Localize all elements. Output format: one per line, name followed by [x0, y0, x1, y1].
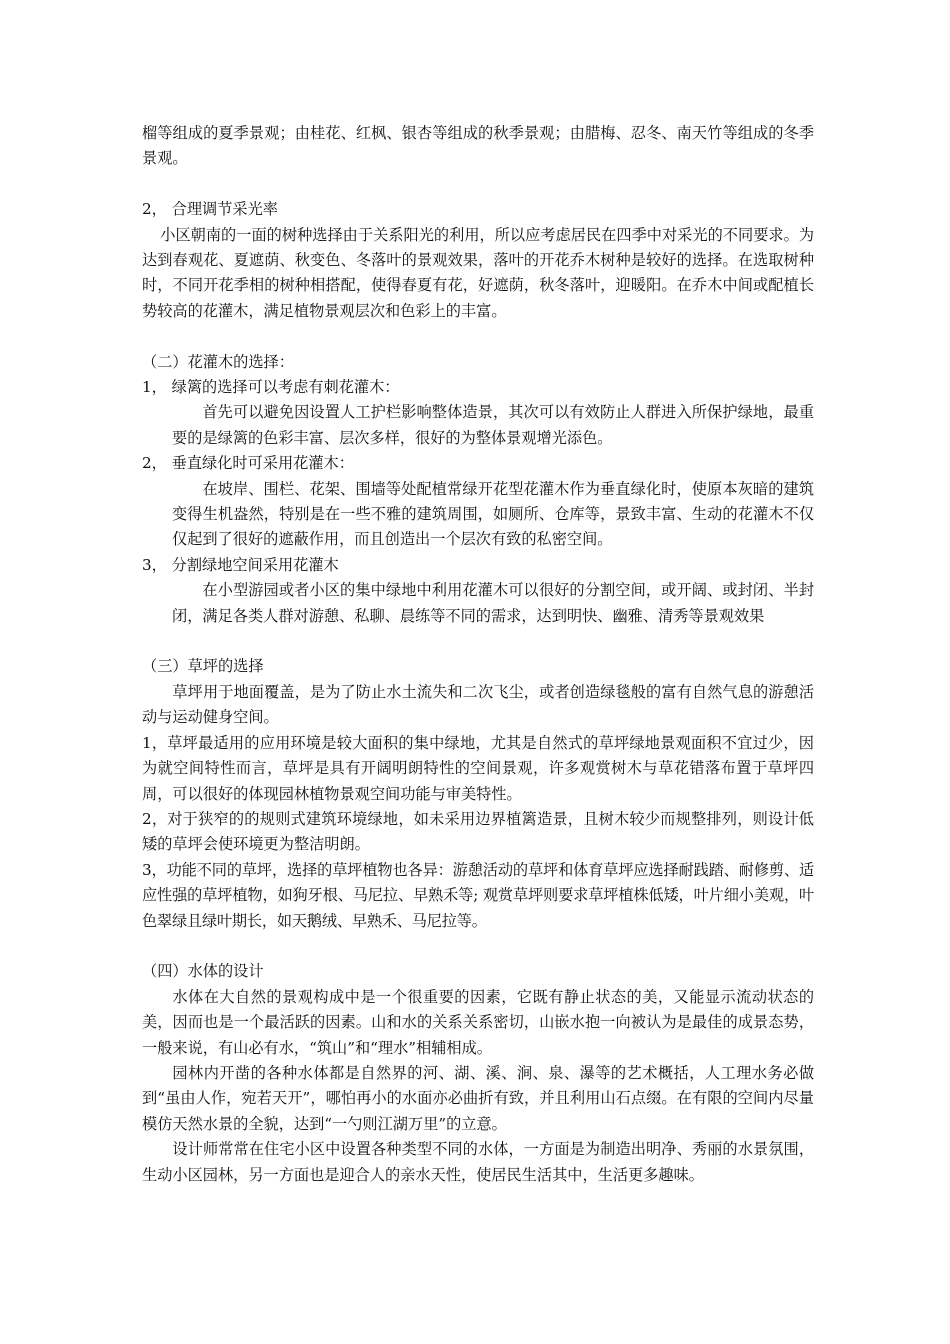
- light-heading: 2， 合理调节采光率: [142, 200, 278, 219]
- water-paragraph-2: 园林内开凿的各种水体都是自然界的河、湖、溪、涧、泉、瀑等的艺术概括，人工理水务必做到“虽由人作，宛若天开”，哪怕再小的水面亦必曲折有致，并且利用山石点缀。在有限的空间内尽量模仿天然水景的全貌，达到“一勺则江湖万里”的立意。: [142, 1063, 814, 1133]
- shrub-section-heading: （二）花灌木的选择：: [142, 352, 294, 371]
- intro-paragraph: 榴等组成的夏季景观；由桂花、红枫、银杏等组成的秋季景观；由腊梅、忍冬、南天竹等组成的冬季景观。: [142, 124, 814, 168]
- document-body: [142, 121, 814, 1188]
- lawn-intro-paragraph: 草坪用于地面覆盖，是为了防止水土流失和二次飞尘，或者创造绿毯般的富有自然气息的游憩活动与运动健身空间。: [142, 682, 814, 727]
- lawn-paragraph-3: 3，功能不同的草坪，选择的草坪植物也各异：游憩活动的草坪和体育草坪应选择耐践踏、耐修剪、适应性强的草坪植物，如狗牙根、马尼拉、早熟禾等; 观赏草坪则要求草坪植株低矮，叶片细小美观，叶色翠绿且绿叶期长，如天鹅绒、早熟禾、马尼拉等。: [142, 860, 814, 930]
- water-paragraph-3: 设计师常常在住宅小区中设置各种类型不同的水体，一方面是为制造出明净、秀丽的水景氛围，生动小区园林，另一方面也是迎合人的亲水天性，使居民生活其中，生活更多趣味。: [142, 1140, 814, 1184]
- water-paragraph-1: 水体在大自然的景观构成中是一个很重要的因素，它既有静止状态的美，又能显示流动状态的美，因而也是一个最活跃的因素。山和水的关系关系密切，山嵌水抱一向被认为是最佳的成景态势，一般来说，有山必有水，“筑山”和“理水”相辅相成。: [142, 987, 814, 1057]
- shrub-item-3-paragraph: 在小型游园或者小区的集中绿地中利用花灌木可以很好的分割空间，或开阔、或封闭、半封闭，满足各类人群对游憩、私聊、晨练等不同的需求，达到明快、幽雅、清秀等景观效果: [172, 581, 814, 625]
- shrub-item-1-heading: 1， 绿篱的选择可以考虑有刺花灌木：: [142, 378, 400, 397]
- light-paragraph: 小区朝南的一面的树种选择由于关系阳光的利用，所以应考虑居民在四季中对采光的不同要求。为达到春观花、夏遮荫、秋变色、冬落叶的景观效果，落叶的开花乔木树种是较好的选择。在选取树种时，不同开花季相的树种相搭配，使得春夏有花，好遮荫，秋冬落叶，迎暖阳。在乔木中间或配植长势较高的花灌木，满足植物景观层次和色彩上的丰富。: [142, 225, 814, 320]
- shrub-item-1-paragraph: 首先可以避免因设置人工护栏影响整体造景，其次可以有效防止人群进入所保护绿地，最重要的是绿篱的色彩丰富、层次多样，很好的为整体景观增光添色。: [172, 403, 814, 447]
- shrub-item-2-paragraph: 在坡岸、围栏、花架、围墙等处配植常绿开花型花灌木作为垂直绿化时，使原本灰暗的建筑变得生机盎然，特别是在一些不雅的建筑周围，如厕所、仓库等，景致丰富、生动的花灌木不仅仅起到了很好的遮蔽作用，而且创造出一个层次有致的私密空间。: [172, 479, 814, 549]
- shrub-item-3-heading: 3， 分割绿地空间采用花灌木: [142, 555, 339, 574]
- spacer: [142, 934, 814, 959]
- lawn-paragraph-1: 1，草坪最适用的应用环境是较大面积的集中绿地，尤其是自然式的草坪绿地景观面积不宜过少，因为就空间特性而言，草坪是具有开阔明朗特性的空间景观，许多观赏树木与草花错落布置于草坪四周，可以很好的体现园林植物景观空间功能与审美特性。: [142, 733, 814, 803]
- water-section-heading: （四）水体的设计: [142, 962, 264, 981]
- spacer: [142, 324, 814, 349]
- lawn-paragraph-2: 2，对于狭窄的的规则式建筑环境绿地，如未采用边界植篱造景，且树木较少而规整排列，则设计低矮的草坪会使环境更为整洁明朗。: [142, 809, 814, 854]
- shrub-item-2-heading: 2， 垂直绿化时可采用花灌木：: [142, 454, 354, 473]
- lawn-section-heading: （三）草坪的选择: [142, 657, 264, 676]
- spacer: [142, 629, 814, 654]
- spacer: [142, 172, 814, 197]
